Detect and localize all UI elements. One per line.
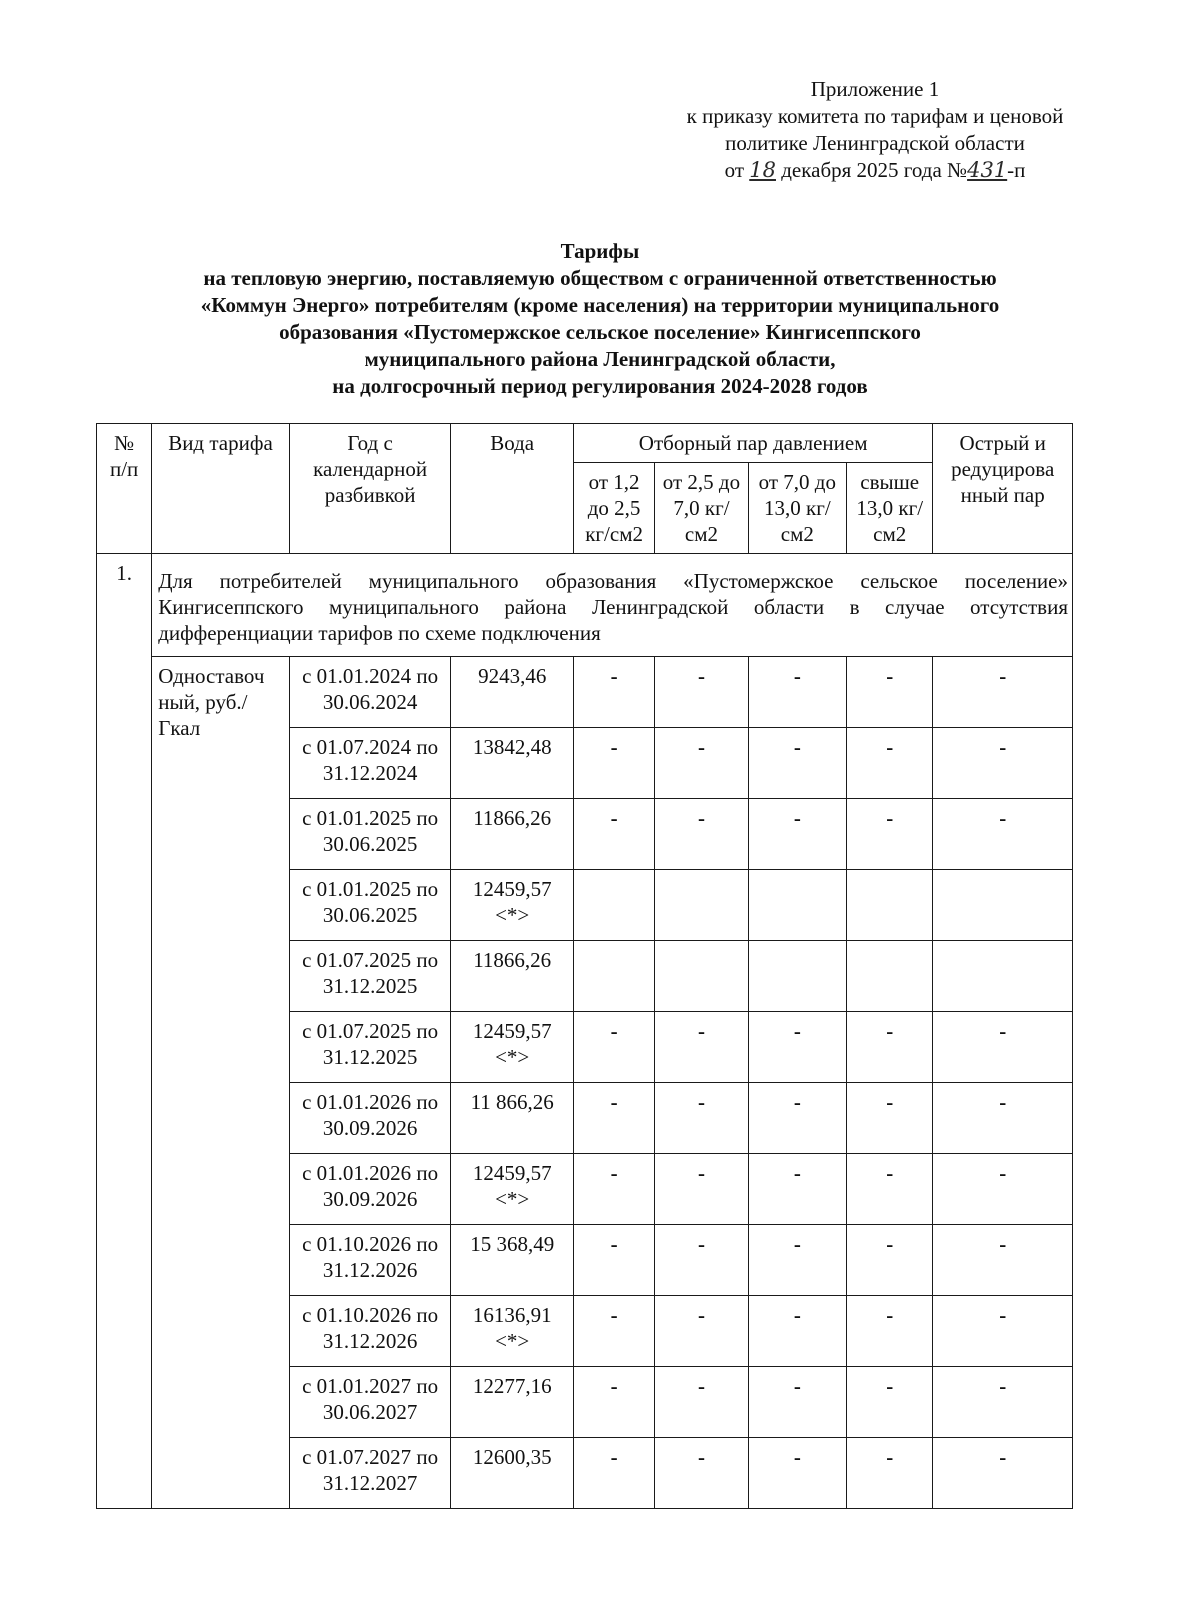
steam-tariff-cell: -: [748, 1012, 846, 1083]
water-tariff-cell: 9243,46: [451, 657, 574, 728]
period-cell: с 01.01.2027 по 30.06.2027: [289, 1367, 451, 1438]
steam-tariff-cell: -: [573, 1367, 654, 1438]
steam-tariff-cell: -: [655, 1367, 748, 1438]
appendix-line: политике Ленинградской области: [725, 131, 1025, 155]
section-description: Для потребителей муниципального образования «Пустомержское сельское поселение» Кингисеппского муниципального района Ленинградской области в случае отсутствия дифференциации тарифов по схеме подключения: [152, 554, 1073, 657]
header-steam-col: свыше 13,0 кг/см2: [847, 463, 933, 554]
tariff-type-label: Одноставоч ный, руб./Гкал: [152, 657, 290, 1509]
period-cell: с 01.10.2026 по 31.12.2026: [289, 1225, 451, 1296]
header-tariff-type: Вид тарифа: [152, 424, 290, 554]
steam-tariff-cell: -: [748, 1083, 846, 1154]
document-title: [80, 238, 1120, 400]
steam-tariff-cell: -: [847, 1083, 933, 1154]
appendix-line: к приказу комитета по тарифам и ценовой: [686, 104, 1064, 128]
steam-tariff-cell: -: [573, 1438, 654, 1509]
steam-tariff-cell: -: [748, 1438, 846, 1509]
tariff-table: [96, 423, 1073, 1509]
water-tariff-cell: 13842,48: [451, 728, 574, 799]
steam-tariff-cell: -: [847, 1296, 933, 1367]
steam-tariff-cell: [933, 941, 1073, 1012]
steam-tariff-cell: -: [933, 728, 1073, 799]
date-prefix: от: [724, 158, 744, 182]
steam-tariff-cell: -: [655, 728, 748, 799]
steam-tariff-cell: -: [573, 657, 654, 728]
period-cell: с 01.01.2024 по 30.06.2024: [289, 657, 451, 728]
period-cell: с 01.10.2026 по 31.12.2026: [289, 1296, 451, 1367]
appendix-block: [640, 76, 1110, 184]
steam-tariff-cell: [847, 941, 933, 1012]
steam-tariff-cell: -: [748, 657, 846, 728]
handwritten-number: 431: [967, 158, 1008, 182]
steam-tariff-cell: -: [847, 1367, 933, 1438]
title-line: «Коммун Энерго» потребителям (кроме населения) на территории муниципального: [200, 293, 1000, 317]
steam-tariff-cell: -: [748, 1154, 846, 1225]
water-tariff-cell: 16136,91 <*>: [451, 1296, 574, 1367]
appendix-date: [640, 157, 1110, 184]
water-tariff-cell: 11866,26: [451, 941, 574, 1012]
water-tariff-cell: 12277,16: [451, 1367, 574, 1438]
period-cell: с 01.07.2024 по 31.12.2024: [289, 728, 451, 799]
appendix-title: Приложение 1: [810, 77, 940, 101]
water-tariff-cell: 15 368,49: [451, 1225, 574, 1296]
steam-tariff-cell: -: [573, 799, 654, 870]
steam-tariff-cell: -: [847, 799, 933, 870]
steam-tariff-cell: [748, 870, 846, 941]
water-tariff-cell: 12459,57 <*>: [451, 1012, 574, 1083]
steam-tariff-cell: -: [847, 1012, 933, 1083]
water-tariff-cell: 12459,57 <*>: [451, 870, 574, 941]
steam-tariff-cell: -: [933, 1367, 1073, 1438]
steam-tariff-cell: -: [573, 1225, 654, 1296]
steam-tariff-cell: [573, 941, 654, 1012]
section-number: 1.: [97, 554, 152, 1509]
steam-tariff-cell: -: [933, 1154, 1073, 1225]
steam-tariff-cell: -: [573, 1083, 654, 1154]
steam-tariff-cell: -: [655, 1154, 748, 1225]
steam-tariff-cell: -: [748, 728, 846, 799]
steam-tariff-cell: -: [748, 799, 846, 870]
water-tariff-cell: 11866,26: [451, 799, 574, 870]
steam-tariff-cell: -: [933, 1296, 1073, 1367]
title-line: образования «Пустомержское сельское поселение» Кингисеппского: [279, 320, 921, 344]
water-tariff-cell: 12600,35: [451, 1438, 574, 1509]
steam-tariff-cell: -: [847, 1225, 933, 1296]
title-line: муниципального района Ленинградской области,: [364, 347, 836, 371]
steam-tariff-cell: [748, 941, 846, 1012]
steam-tariff-cell: -: [933, 799, 1073, 870]
title-line: на тепловую энергию, поставляемую обществом с ограниченной ответственностью: [203, 266, 997, 290]
period-cell: с 01.01.2026 по 30.09.2026: [289, 1083, 451, 1154]
order-suffix: -п: [1007, 158, 1026, 182]
period-cell: с 01.07.2025 по 31.12.2025: [289, 941, 451, 1012]
steam-tariff-cell: -: [748, 1225, 846, 1296]
steam-tariff-cell: -: [655, 799, 748, 870]
handwritten-day: 18: [749, 158, 776, 182]
steam-tariff-cell: -: [847, 1438, 933, 1509]
steam-tariff-cell: -: [655, 1438, 748, 1509]
steam-tariff-cell: -: [933, 1225, 1073, 1296]
steam-tariff-cell: -: [573, 1012, 654, 1083]
steam-tariff-cell: -: [847, 657, 933, 728]
table-row: [97, 657, 1073, 728]
steam-tariff-cell: [655, 870, 748, 941]
steam-tariff-cell: [847, 870, 933, 941]
period-cell: с 01.01.2026 по 30.09.2026: [289, 1154, 451, 1225]
steam-tariff-cell: -: [655, 1012, 748, 1083]
steam-tariff-cell: -: [655, 1296, 748, 1367]
steam-tariff-cell: -: [748, 1367, 846, 1438]
steam-tariff-cell: -: [933, 1083, 1073, 1154]
header-year: Год с календарной разбивкой: [289, 424, 451, 554]
period-cell: с 01.07.2025 по 31.12.2025: [289, 1012, 451, 1083]
header-num: № п/п: [97, 424, 152, 554]
period-cell: с 01.07.2027 по 31.12.2027: [289, 1438, 451, 1509]
steam-tariff-cell: -: [655, 657, 748, 728]
steam-tariff-cell: -: [933, 1438, 1073, 1509]
title-line: на долгосрочный период регулирования 2024-2028 годов: [332, 374, 868, 398]
header-water: Вода: [451, 424, 574, 554]
header-steam-col: от 2,5 до 7,0 кг/см2: [655, 463, 748, 554]
water-tariff-cell: 12459,57 <*>: [451, 1154, 574, 1225]
period-cell: с 01.01.2025 по 30.06.2025: [289, 799, 451, 870]
steam-tariff-cell: -: [933, 657, 1073, 728]
steam-tariff-cell: [655, 941, 748, 1012]
header-steam-col: от 7,0 до 13,0 кг/см2: [748, 463, 846, 554]
section-row: [97, 554, 1073, 657]
header-steam: Отборный пар давлением: [573, 424, 932, 463]
steam-tariff-cell: -: [655, 1225, 748, 1296]
steam-tariff-cell: -: [573, 1296, 654, 1367]
header-sharp-steam: Острый и редуцирова нный пар: [933, 424, 1073, 554]
period-cell: с 01.01.2025 по 30.06.2025: [289, 870, 451, 941]
steam-tariff-cell: -: [573, 728, 654, 799]
steam-tariff-cell: -: [847, 1154, 933, 1225]
steam-tariff-cell: [573, 870, 654, 941]
date-mid: декабря 2025 года №: [781, 158, 968, 182]
header-row: [97, 424, 1073, 463]
header-steam-col: от 1,2 до 2,5 кг/см2: [573, 463, 654, 554]
title-heading: Тарифы: [560, 239, 640, 263]
steam-tariff-cell: -: [933, 1012, 1073, 1083]
steam-tariff-cell: [933, 870, 1073, 941]
steam-tariff-cell: -: [748, 1296, 846, 1367]
steam-tariff-cell: -: [573, 1154, 654, 1225]
steam-tariff-cell: -: [847, 728, 933, 799]
water-tariff-cell: 11 866,26: [451, 1083, 574, 1154]
steam-tariff-cell: -: [655, 1083, 748, 1154]
